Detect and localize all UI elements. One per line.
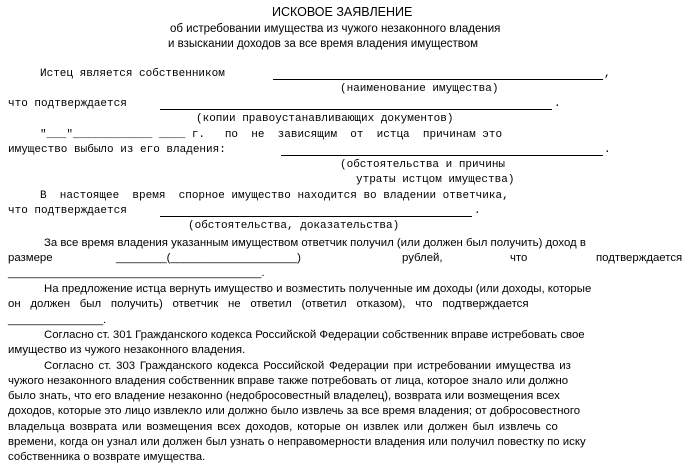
- circumstances-field[interactable]: [281, 155, 603, 156]
- income-amount-field[interactable]: ________(____________________): [116, 252, 301, 264]
- art301-line-1: Согласно ст. 301 Гражданского кодекса Российской Федерации собственник вправе истребовать свое: [44, 329, 585, 341]
- property-name-field[interactable]: [273, 79, 603, 80]
- income-line-1: За все время владения указанным имуществом ответчик получил (или должен был получить) доход в: [44, 237, 586, 249]
- art303-line-2: чужого незаконного владения собственник вправе также потребовать от лица, которое знало или должно: [8, 375, 569, 387]
- offer-line-1: На предложение истца вернуть имущество и возместить полученные им доходы (или доходы, которые: [44, 283, 592, 295]
- period: .: [554, 98, 561, 110]
- plaintiff-owner-label: Истец является собственником: [40, 68, 225, 80]
- art303-line-6: времени, когда он узнал или должен был узнать о неправомерности владения или получил повестку по иску: [8, 436, 586, 448]
- income-that: что: [510, 252, 528, 264]
- document-subtitle-1: об истребовании имущества из чужого незаконного владения: [170, 23, 501, 35]
- offer-line-2: он должен был получить) ответчик не ответил (ответил отказом), что подтверждается: [8, 298, 529, 310]
- document-subtitle-2: и взыскании доходов за все время владения имуществом: [168, 38, 479, 50]
- currently-line: В настоящее время спорное имущество находится во владении ответчика,: [40, 190, 509, 202]
- date-line: "___"____________ ____ г. по не зависящим от истца причинам это: [40, 129, 503, 141]
- art303-line-7: собственника о возврате имущества.: [8, 451, 206, 463]
- income-rubles: рублей,: [402, 252, 443, 264]
- confirmed-by-label-2: что подтверждается: [8, 205, 127, 217]
- art303-line-1: Согласно ст. 303 Гражданского кодекса Российской Федерации при истребовании имущества из: [44, 360, 571, 372]
- left-possession-label: имущество выбыло из его владения:: [8, 144, 226, 156]
- period-3: .: [474, 205, 481, 217]
- income-proof-field[interactable]: ________________________________________.: [8, 267, 265, 279]
- confirmed-by-label: что подтверждается: [8, 98, 127, 110]
- hint-circumstances-2: утраты истцом имущества): [356, 174, 515, 186]
- hint-property: (наименование имущества): [340, 83, 499, 95]
- evidence-field[interactable]: [160, 216, 472, 217]
- art303-line-5: владельца возврата или возмещения всех доходов, которые он извлек или должен был извлечь со: [8, 421, 558, 433]
- document-title: ИСКОВОЕ ЗАЯВЛЕНИЕ: [272, 5, 413, 19]
- offer-proof-field[interactable]: _______________.: [8, 314, 107, 326]
- period-2: .: [604, 144, 611, 156]
- hint-evidence: (обстоятельства, доказательства): [188, 220, 400, 232]
- documents-field[interactable]: [160, 109, 552, 110]
- hint-circumstances-1: (обстоятельства и причины: [340, 159, 506, 171]
- art301-line-2: имущество из чужого незаконного владения.: [8, 344, 246, 356]
- art303-line-4: доходов, которые это лицо извлекло или должно было извлечь за все время владения; от добросовестного: [8, 405, 581, 417]
- comma: ,: [604, 68, 611, 80]
- income-confirmed: подтверждается: [596, 252, 683, 264]
- hint-documents: (копии правоустанавливающих документов): [196, 113, 454, 125]
- income-size-label: размере: [8, 252, 53, 264]
- art303-line-3: было знать, что его владение незаконно (недобросовестный владелец), возврата или возмещения всех: [8, 390, 560, 402]
